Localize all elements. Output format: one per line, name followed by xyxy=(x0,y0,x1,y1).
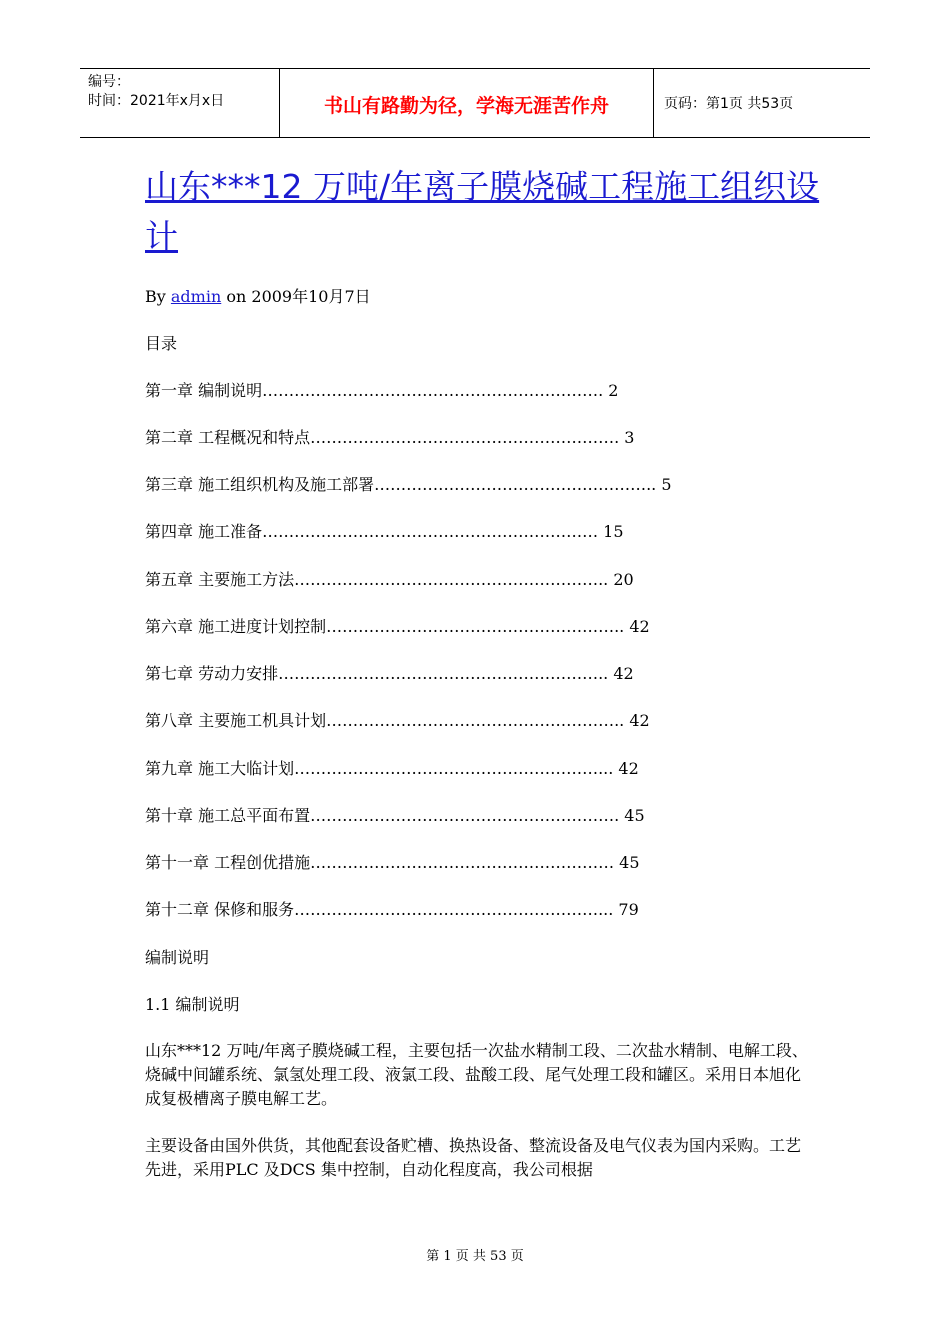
toc-item: 第七章 劳动力安排…………………………………………………….. 42 xyxy=(145,664,634,683)
number-label: 编号： xyxy=(88,74,130,90)
header-motto: 书山有路勤为径，学海无涯苦作舟 xyxy=(280,69,654,137)
section-heading: 编制说明 xyxy=(145,948,210,967)
subsection-heading: 1.1 编制说明 xyxy=(145,995,240,1014)
date-label: 时间：2021年x月x日 xyxy=(88,93,225,109)
toc-item: 第十一章 工程创优措施………………………………………………… 45 xyxy=(145,853,640,872)
page-footer: 第 1 页 共 53 页 xyxy=(426,1249,524,1264)
toc-item: 第四章 施工准备……………………………………………………… 15 xyxy=(145,522,624,541)
toc-item: 第十章 施工总平面布置…………………………………………………. 45 xyxy=(145,806,645,825)
toc-item: 第八章 主要施工机具计划……………………………………………….. 42 xyxy=(145,711,650,730)
author-link[interactable]: admin xyxy=(170,287,222,306)
toc-item: 第六章 施工进度计划控制……………………………………………….. 42 xyxy=(145,617,650,636)
byline-by: By xyxy=(145,287,166,306)
toc-item: 第三章 施工组织机构及施工部署…………………………………………….. 5 xyxy=(145,475,672,494)
byline xyxy=(145,284,371,307)
body-paragraph: 山东***12 万吨/年离子膜烧碱工程，主要包括一次盐水精制工段、二次盐水精制、电解工段、烧碱中间罐系统、氯氢处理工段、液氯工段、盐酸工段、尾气处理工段和罐区。采用日本旭化成复极槽离子膜电解工艺。 xyxy=(145,1041,808,1108)
toc-heading: 目录 xyxy=(145,334,178,353)
byline-date: on 2009年10月7日 xyxy=(226,287,371,306)
document-title-link[interactable]: 山东***12 万吨/年离子膜烧碱工程施工组织设计 xyxy=(145,167,820,256)
header-meta-cell xyxy=(80,69,280,137)
toc-item: 第五章 主要施工方法………………………………………………….. 20 xyxy=(145,570,634,589)
body-paragraph: 主要设备由国外供货，其他配套设备贮槽、换热设备、整流设备及电气仪表为国内采购。工艺先进，采用PLC 及DCS 集中控制，自动化程度高，我公司根据 xyxy=(145,1136,802,1179)
header-page-info: 页码：第1页 共53页 xyxy=(664,96,794,112)
toc-item: 第十二章 保修和服务…………………………………………………... 79 xyxy=(145,900,639,919)
toc-item: 第一章 编制说明………………………………………………………. 2 xyxy=(145,381,619,400)
header-table xyxy=(80,68,870,138)
toc-item: 第二章 工程概况和特点…………………………………………………. 3 xyxy=(145,428,635,447)
toc-item: 第九章 施工大临计划…………………………………………………... 42 xyxy=(145,759,639,778)
